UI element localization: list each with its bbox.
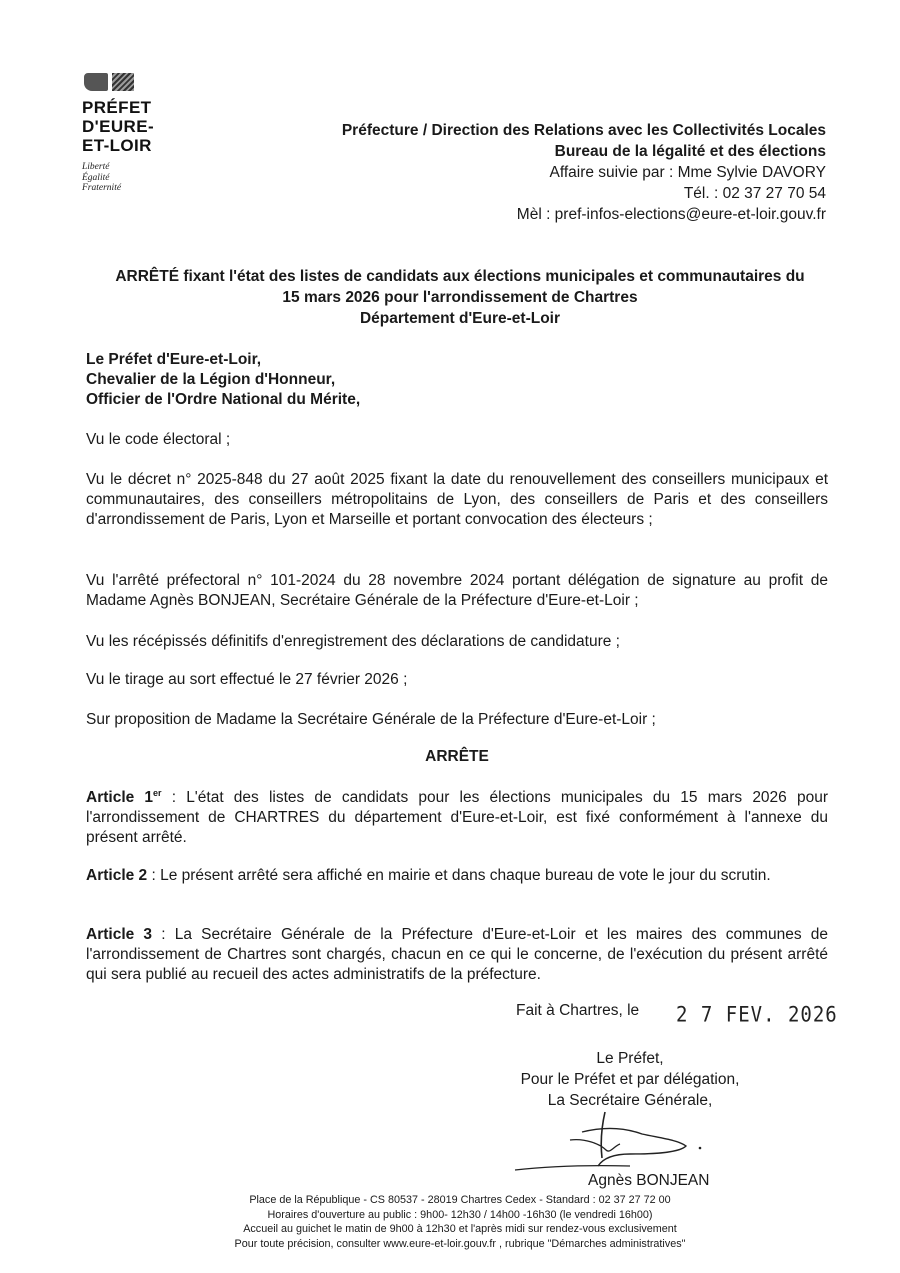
footer-address: Place de la République - CS 80537 - 28019 Chartres Cedex - Standard : 02 37 27 72 00 <box>249 1194 671 1206</box>
decree-title <box>70 266 850 329</box>
prefecture-name-line: D'EURE- <box>82 117 155 136</box>
article-3 <box>86 925 828 985</box>
service-email: Mèl : pref-infos-elections@eure-et-loir.gouv.fr <box>516 206 826 223</box>
article-label: Article 2 <box>86 867 148 884</box>
signature-line: Le Préfet, <box>596 1050 664 1067</box>
handwritten-signature-icon <box>510 1110 710 1175</box>
marianne-emblem-icon <box>82 70 142 92</box>
prefecture-name-line: ET-LOIR <box>82 136 152 155</box>
authority-line: Le Préfet d'Eure-et-Loir, <box>86 351 262 368</box>
authority-line: Chevalier de la Légion d'Honneur, <box>86 371 336 388</box>
service-bureau: Bureau de la légalité et des élections <box>554 143 826 160</box>
visa-paragraph: Vu le code électoral ; <box>86 431 231 448</box>
footer-reception: Accueil au guichet le matin de 9h00 à 12h30 et l'après midi sur rendez-vous exclusivement <box>243 1223 677 1235</box>
republic-motto <box>82 162 202 194</box>
motto-line: Liberté <box>82 162 110 172</box>
service-header <box>342 120 826 225</box>
article-text: : L'état des listes de candidats pour les élections municipales du 15 mars 2026 pour l'arrondissement de CHARTRES du département d'Eure-et-Loir, est fixé conformément à l'annexe du présent arrêté. <box>86 789 828 846</box>
motto-line: Égalité <box>82 172 110 183</box>
authority-line: Officier de l'Ordre National du Mérite, <box>86 391 361 408</box>
prefecture-logo <box>82 70 202 194</box>
visa-paragraph: Vu le tirage au sort effectué le 27 février 2026 ; <box>86 671 408 688</box>
footer-website: Pour toute précision, consulter www.eure-et-loir.gouv.fr , rubrique "Démarches administratives" <box>234 1237 686 1250</box>
authority-block <box>86 350 360 410</box>
article-label: Article 3 <box>86 926 153 943</box>
decision-heading: ARRÊTE <box>425 748 489 765</box>
article-text: : La Secrétaire Générale de la Préfecture d'Eure-et-Loir et les maires des communes de l'arrondissement de Chartres sont chargés, chacun en ce qui le concerne, de l'exécution du présent arrêté qui sera publié au recueil des actes administratifs de la préfecture. <box>86 926 828 983</box>
visa-paragraph: Sur proposition de Madame la Secrétaire Générale de la Préfecture d'Eure-et-Loir ; <box>86 711 656 728</box>
prefecture-name <box>82 98 202 155</box>
page-footer <box>150 1193 770 1251</box>
service-contact-person: Affaire suivie par : Mme Sylvie DAVORY <box>549 164 826 181</box>
article-2 <box>86 866 828 886</box>
article-1 <box>86 788 828 848</box>
visa-paragraph: Vu les récépissés définitifs d'enregistrement des déclarations de candidature ; <box>86 633 620 650</box>
service-directorate: Préfecture / Direction des Relations avec les Collectivités Locales <box>341 122 826 139</box>
visa-paragraph: Vu le décret n° 2025-848 du 27 août 2025 fixant la date du renouvellement des conseillers municipaux et communautaires, des conseillers métropolitains de Lyon, des conseillers de Paris et des conseillers d'arrondissement de Paris, Lyon et Marseille et portant convocation des électeurs ; <box>86 471 828 528</box>
decree-title-line: Département d'Eure-et-Loir <box>359 310 561 327</box>
article-label: Article 1 <box>86 789 154 806</box>
signature-place: Fait à Chartres, le <box>516 1002 640 1019</box>
motto-line: Fraternité <box>82 183 122 193</box>
decree-title-line: ARRÊTÉ fixant l'état des listes de candidats aux élections municipales et communautaires du <box>115 268 805 285</box>
date-stamp: 2 7 FEV. 2026 <box>676 1002 838 1028</box>
footer-hours: Horaires d'ouverture au public : 9h00- 12h30 / 14h00 -16h30 (le vendredi 16h00) <box>267 1208 653 1221</box>
service-phone: Tél. : 02 37 27 70 54 <box>683 185 826 202</box>
prefecture-name-line: PRÉFET <box>82 98 152 117</box>
article-text: : Le présent arrêté sera affiché en mairie et dans chaque bureau de vote le jour du scrutin. <box>147 867 771 884</box>
signature-line: Pour le Préfet et par délégation, <box>520 1071 740 1088</box>
decree-title-line: 15 mars 2026 pour l'arrondissement de Chartres <box>282 289 638 306</box>
article-label-sup: er <box>153 788 162 798</box>
signature-line: La Secrétaire Générale, <box>547 1092 713 1109</box>
signer-name: Agnès BONJEAN <box>588 1172 710 1189</box>
visa-paragraph: Vu l'arrêté préfectoral n° 101-2024 du 28 novembre 2024 portant délégation de signature au profit de Madame Agnès BONJEAN, Secrétaire Générale de la Préfecture d'Eure-et-Loir ; <box>86 572 828 609</box>
signature-block <box>480 1048 780 1111</box>
